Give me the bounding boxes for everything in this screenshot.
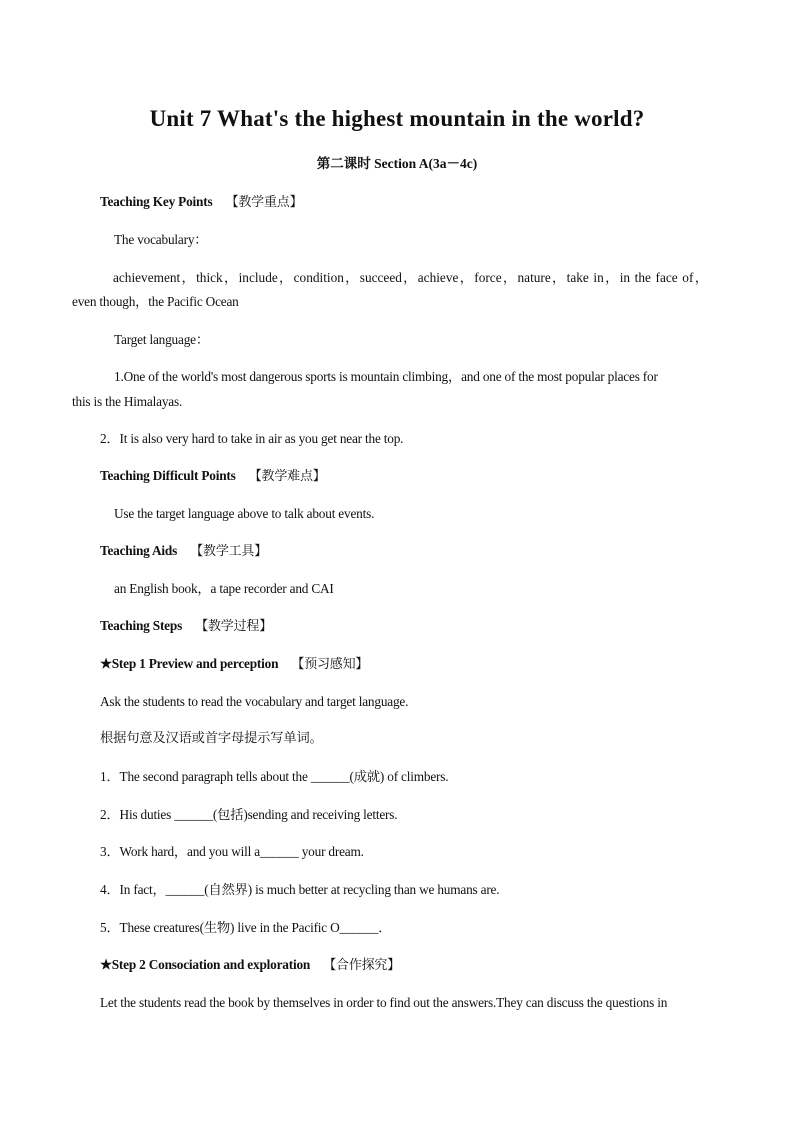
key-points-heading: Teaching Key Points bbox=[100, 194, 213, 209]
target-language-label: Target language： bbox=[114, 332, 209, 347]
key-points-heading-cn: 【教学重点】 bbox=[225, 195, 303, 210]
exercise-item: 4．In fact，______(自然界) is much better at recycling than we humans are. bbox=[100, 882, 500, 897]
steps-heading-row bbox=[100, 617, 272, 636]
lesson-subtitle: 第二课时 Section A(3a－4c) bbox=[316, 156, 478, 171]
difficult-points-heading-cn: 【教学难点】 bbox=[248, 469, 326, 484]
step1-heading: ★Step 1 Preview and perception bbox=[100, 656, 279, 671]
target-item-1-line2: this is the Himalayas. bbox=[72, 394, 183, 409]
aids-heading-cn: 【教学工具】 bbox=[190, 544, 268, 559]
step1-task-cn: 根据句意及汉语或首字母提示写单词。 bbox=[100, 731, 323, 746]
difficult-points-heading-row bbox=[100, 467, 326, 486]
target-item-1-line1: 1.One of the world's most dangerous sports is mountain climbing，and one of the most popular places for bbox=[114, 369, 658, 384]
step2-heading-cn: 【合作探究】 bbox=[323, 958, 401, 973]
exercise-item: 2．His duties ______(包括)sending and receiving letters. bbox=[100, 807, 398, 822]
vocabulary-label: The vocabulary： bbox=[114, 232, 208, 247]
steps-heading-cn: 【教学过程】 bbox=[195, 619, 272, 634]
step1-instruction: Ask the students to read the vocabulary and target language. bbox=[100, 694, 409, 709]
aids-heading-row bbox=[100, 542, 267, 561]
aids-heading: Teaching Aids bbox=[100, 543, 178, 558]
step1-heading-row bbox=[100, 655, 368, 674]
step2-heading-row bbox=[100, 956, 400, 975]
step2-text: Let the students read the book by themselves in order to find out the answers.They can discuss the questions in bbox=[100, 995, 668, 1010]
exercise-item: 5．These creatures(生物) live in the Pacific O______． bbox=[100, 920, 392, 935]
vocabulary-list-line1: achievement，thick，include，condition，succeed，achieve，force，nature，take in，in the face of， bbox=[113, 270, 708, 285]
exercise-item: 1．The second paragraph tells about the ______(成就) of climbers. bbox=[100, 769, 449, 784]
difficult-points-text: Use the target language above to talk about events. bbox=[114, 506, 375, 521]
aids-text: an English book，a tape recorder and CAI bbox=[114, 581, 334, 596]
difficult-points-heading: Teaching Difficult Points bbox=[100, 468, 236, 483]
steps-heading: Teaching Steps bbox=[100, 618, 183, 633]
step1-heading-cn: 【预习感知】 bbox=[291, 657, 369, 672]
page-title: Unit 7 What's the highest mountain in the world? bbox=[149, 106, 645, 131]
key-points-heading-row bbox=[100, 193, 302, 212]
target-item-2: 2．It is also very hard to take in air as you get near the top. bbox=[100, 431, 404, 446]
step2-heading: ★Step 2 Consociation and exploration bbox=[100, 957, 311, 972]
exercise-item: 3．Work hard，and you will a______ your dream. bbox=[100, 844, 364, 859]
vocabulary-list-line2: even though，the Pacific Ocean bbox=[72, 294, 239, 309]
